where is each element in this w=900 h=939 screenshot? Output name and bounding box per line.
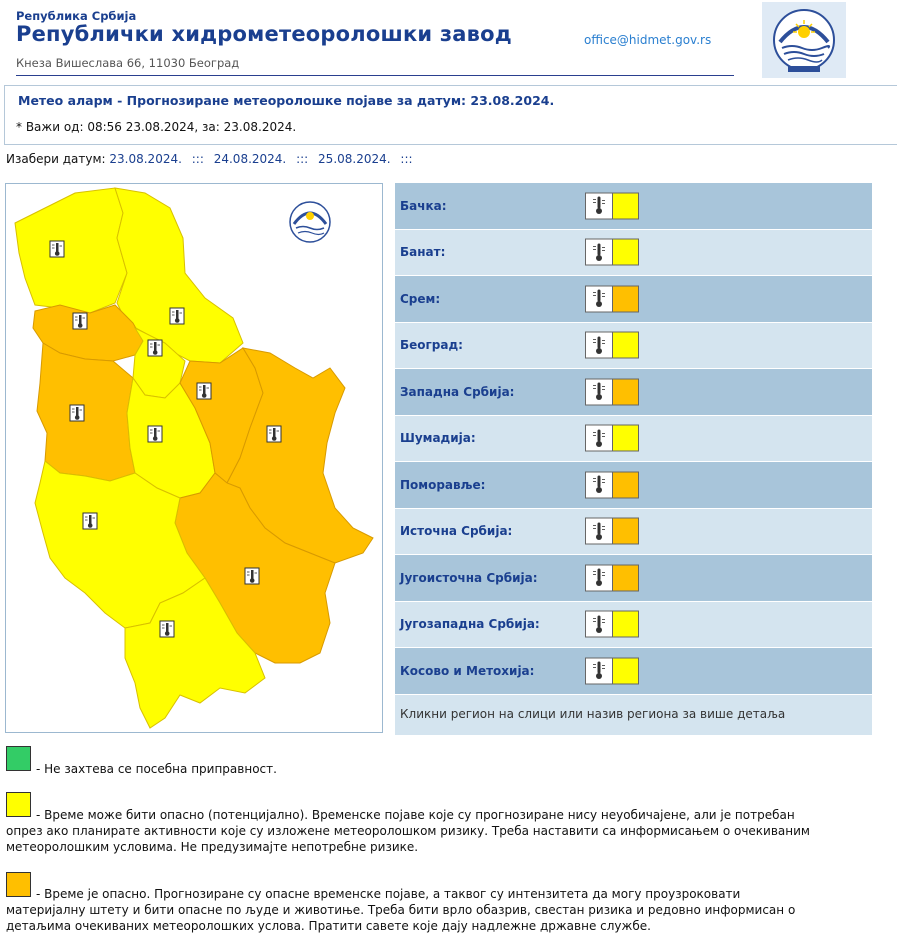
thermometer-icon	[586, 333, 613, 358]
table-hint-row	[395, 695, 872, 735]
legend-text-yellow	[6, 807, 886, 855]
date-selector-label: Изабери датум:	[6, 152, 106, 166]
warning-level-swatch	[613, 658, 639, 683]
region-warning-badge[interactable]	[585, 425, 639, 452]
region-warning-badge[interactable]	[585, 518, 639, 545]
region-warning-badge[interactable]	[585, 657, 639, 684]
country-label: Република Србија	[16, 9, 137, 23]
region-name-link[interactable]: Поморавље:	[400, 477, 486, 492]
region-name-link[interactable]: Шумадија:	[400, 431, 476, 446]
serbia-region-map	[5, 183, 383, 733]
rhmz-logo	[762, 2, 846, 78]
region-row[interactable]	[395, 276, 872, 323]
region-name-link[interactable]: Југоисточна Србија:	[400, 570, 538, 585]
region-row[interactable]	[395, 648, 872, 695]
legend-yellow-line-2: опрез ако планирате активности које су изложене метеоролошком ризику. Треба наставити са информисањем о очекиваним	[6, 824, 810, 838]
region-row[interactable]	[395, 230, 872, 277]
region-warning-badge[interactable]	[585, 378, 639, 405]
thermometer-icon	[586, 426, 613, 451]
alert-validity: * Важи од: 08:56 23.08.2024, за: 23.08.2024.	[16, 120, 297, 134]
region-row[interactable]	[395, 509, 872, 556]
warning-level-swatch	[613, 426, 639, 451]
legend-yellow-line-1: - Време може бити опасно (потенцијално). Временске појаве које су прогнозиране нису неуобичајене, али је потребан	[36, 808, 795, 822]
warning-level-swatch	[613, 240, 639, 265]
map-region-zapadna-srbija[interactable]	[37, 343, 135, 481]
thermometer-icon	[586, 379, 613, 404]
region-warning-badge[interactable]	[585, 471, 639, 498]
region-name-link[interactable]: Бачка:	[400, 198, 447, 213]
warning-level-swatch	[613, 193, 639, 218]
warning-level-swatch	[613, 612, 639, 637]
institute-address: Кнеза Вишеслава 66, 11030 Београд	[16, 56, 240, 70]
thermometer-icon	[586, 612, 613, 637]
region-row[interactable]	[395, 555, 872, 602]
legend-orange-line-3: детаљима очекиваних метеоролошких услова. Пратити савете које дају надлежне државне службе.	[6, 919, 651, 933]
region-name-link[interactable]: Банат:	[400, 245, 446, 260]
region-row[interactable]	[395, 602, 872, 649]
legend-text-green: - Не захтева се посебна приправност.	[36, 762, 277, 776]
warning-level-swatch	[613, 472, 639, 497]
date-separator: :::	[191, 152, 204, 166]
region-warning-badge[interactable]	[585, 192, 639, 219]
map-logo	[290, 202, 330, 242]
date-link-2[interactable]: 24.08.2024.	[213, 152, 287, 166]
alert-title: Метео аларм - Прогнозиране метеоролошке појаве за датум: 23.08.2024.	[18, 93, 555, 108]
date-link-3[interactable]: 25.08.2024.	[318, 152, 391, 166]
thermometer-icon	[586, 472, 613, 497]
institute-title: Републички хидрометеоролошки завод	[16, 22, 512, 46]
thermometer-icon	[586, 658, 613, 683]
warning-level-swatch	[613, 519, 639, 544]
region-name-link[interactable]: Срем:	[400, 291, 441, 306]
date-separator: :::	[400, 152, 413, 166]
warning-level-swatch	[613, 379, 639, 404]
warning-level-swatch	[613, 286, 639, 311]
region-warning-badge[interactable]	[585, 611, 639, 638]
thermometer-icon	[586, 193, 613, 218]
region-table	[395, 183, 872, 735]
region-warning-badge[interactable]	[585, 285, 639, 312]
date-separator: :::	[296, 152, 309, 166]
region-row[interactable]	[395, 369, 872, 416]
region-name-link[interactable]: Београд:	[400, 338, 463, 353]
region-warning-badge[interactable]	[585, 239, 639, 266]
thermometer-icon	[586, 240, 613, 265]
legend-orange-line-1: - Време је опасно. Прогнозиране су опасне временске појаве, а таквог су интензитета да могу проузроковати	[36, 887, 741, 901]
date-link-1[interactable]: 23.08.2024.	[109, 152, 182, 166]
region-name-link[interactable]: Источна Србија:	[400, 524, 513, 539]
region-row[interactable]	[395, 462, 872, 509]
region-name-link[interactable]: Западна Србија:	[400, 384, 515, 399]
legend-swatch-green	[6, 746, 31, 771]
warning-level-swatch	[613, 333, 639, 358]
region-row[interactable]	[395, 416, 872, 463]
map-region-backa[interactable]	[15, 188, 127, 313]
email-link[interactable]: office@hidmet.gov.rs	[584, 33, 712, 47]
legend-orange-line-2: материјалну штету и бити опасне по људе и животиње. Треба бити врло обазрив, свестан ризика и редовно информисан о	[6, 903, 796, 917]
region-row[interactable]	[395, 323, 872, 370]
warning-level-swatch	[613, 565, 639, 590]
legend-text-orange	[6, 886, 886, 934]
table-hint-text: Кликни регион на слици или назив региона за више детаља	[400, 706, 786, 721]
thermometer-icon	[586, 565, 613, 590]
thermometer-icon	[586, 286, 613, 311]
region-row[interactable]	[395, 183, 872, 230]
date-selector	[6, 152, 419, 166]
region-name-link[interactable]: Косово и Метохија:	[400, 663, 535, 678]
region-name-link[interactable]: Југозападна Србија:	[400, 617, 540, 632]
region-warning-badge[interactable]	[585, 564, 639, 591]
thermometer-icon	[586, 519, 613, 544]
region-warning-badge[interactable]	[585, 332, 639, 359]
header-divider	[16, 75, 734, 76]
legend-yellow-line-3: метеоролошким условима. Не предузимајте непотребне ризике.	[6, 840, 419, 854]
